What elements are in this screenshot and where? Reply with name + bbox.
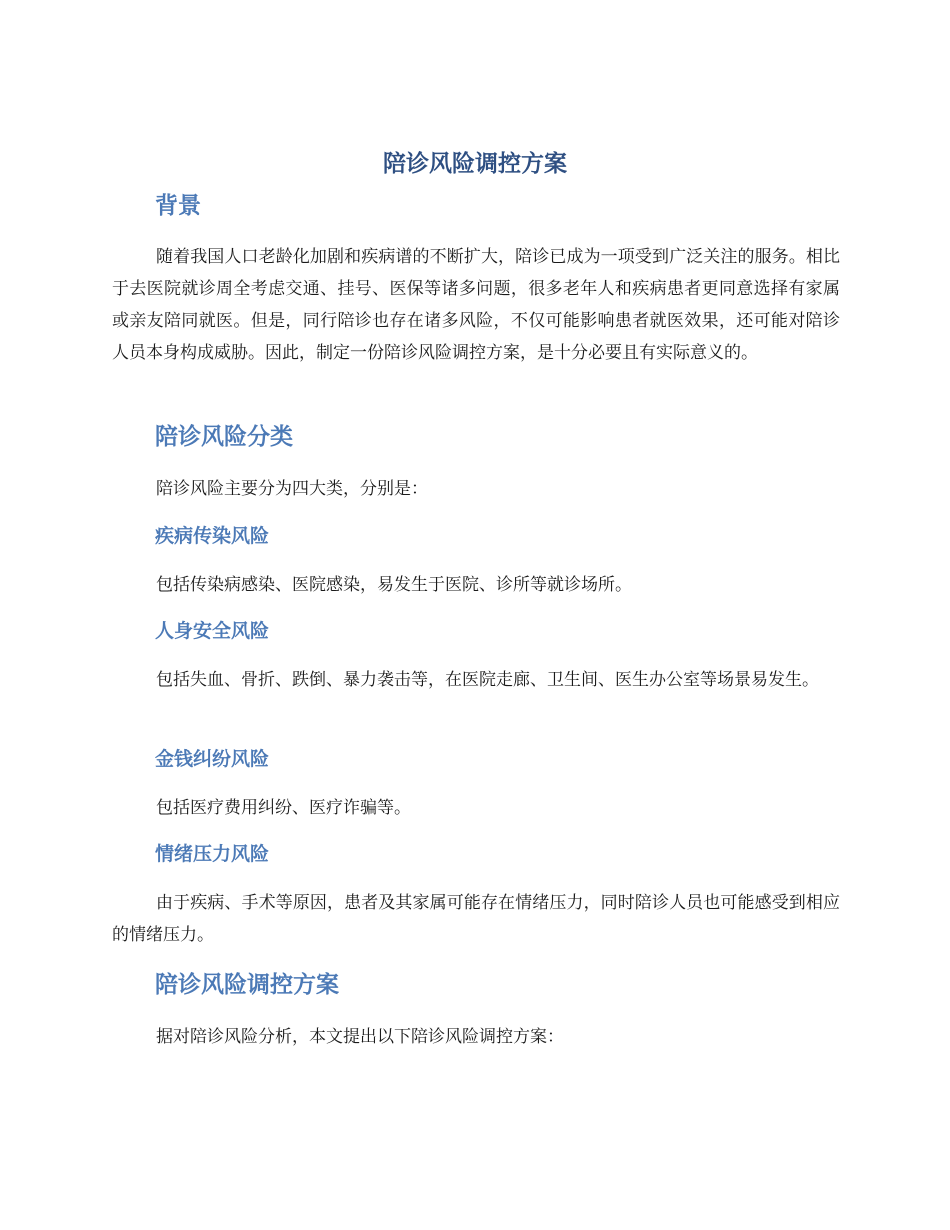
emotional-stress-risk-paragraph: 由于疾病、手术等原因，患者及其家属可能存在情绪压力，同时陪诊人员也可能感受到相应的情绪压力。 (112, 893, 840, 945)
control-plan-intro-paragraph: 据对陪诊风险分析，本文提出以下陪诊风险调控方案： (156, 1027, 564, 1047)
background-paragraph: 随着我国人口老龄化加剧和疾病谱的不断扩大，陪诊已成为一项受到广泛关注的服务。相比于去医院就诊周全考虑交通、挂号、医保等诸多问题，很多老年人和疾病患者更同意选择有家属或亲友陪同就医。但是，同行陪诊也存在诸多风险，不仅可能影响患者就医效果，还可能对陪诊人员本身构成威胁。因此，制定一份陪诊风险调控方案，是十分必要且有实际意义的。 (112, 247, 840, 363)
classification-intro-paragraph: 陪诊风险主要分为四大类，分别是： (156, 479, 428, 499)
disease-infection-risk-paragraph: 包括传染病感染、医院感染，易发生于医院、诊所等就诊场所。 (156, 575, 632, 595)
personal-safety-risk-paragraph: 包括失血、骨折、跌倒、暴力袭击等，在医院走廊、卫生间、医生办公室等场景易发生。 (156, 670, 819, 690)
subheading-financial-dispute-risk: 金钱纠纷风险 (155, 748, 270, 770)
subheading-disease-infection-risk: 疾病传染风险 (155, 525, 270, 547)
subheading-emotional-stress-risk: 情绪压力风险 (155, 843, 270, 865)
section-heading-control-plan: 陪诊风险调控方案 (155, 972, 339, 998)
financial-dispute-risk-paragraph: 包括医疗费用纠纷、医疗诈骗等。 (156, 798, 411, 818)
section-heading-background: 背景 (155, 193, 201, 219)
section-heading-classification: 陪诊风险分类 (155, 424, 293, 450)
document-title: 陪诊风险调控方案 (383, 151, 567, 177)
subheading-personal-safety-risk: 人身安全风险 (155, 620, 270, 642)
